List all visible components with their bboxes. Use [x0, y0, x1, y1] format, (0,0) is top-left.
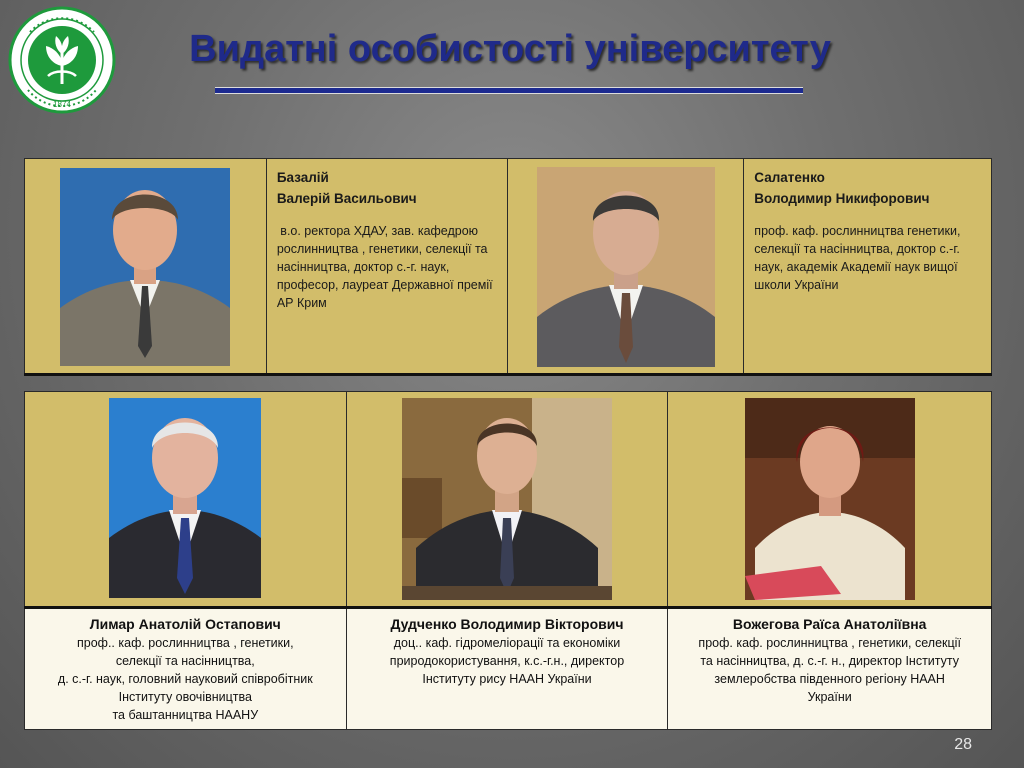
bio-line: Інституту овочівництва — [118, 690, 252, 705]
logo-year: 1874 — [53, 100, 71, 109]
photo-cell-bazaliy — [25, 159, 267, 375]
photo-cell-salatenko — [508, 159, 744, 375]
bio-line: природокористування, к.с.-г.н., директор — [389, 654, 625, 669]
bio-line: проф. каф. рослинництва , генетики, селекції — [698, 635, 961, 650]
portrait-lymar — [109, 398, 261, 598]
bio-line: землеробства південного регіону НААН — [714, 672, 945, 687]
surname: Салатенко — [754, 170, 825, 185]
caption-dudchenko — [346, 608, 668, 730]
slide-title: Видатні особистості університету — [189, 28, 831, 70]
photo-cell-lymar — [25, 392, 347, 608]
bio-line: України — [807, 690, 852, 705]
person-bio: в.о. ректора ХДАУ, зав. кафедрою рослинництва , генетики, селекції та насінництва, доктор с.-г. наук, професор, лауреат Державної премії АР Крим — [276, 223, 497, 311]
person-name: Вожегова Раїса Анатоліївна — [732, 616, 927, 632]
page-number: 28 — [954, 736, 972, 753]
top-people-table — [24, 158, 992, 376]
surname: Базалій — [276, 170, 329, 185]
portrait-salatenko — [537, 167, 715, 367]
photo-cell-dudchenko — [346, 392, 668, 608]
university-logo — [8, 6, 116, 114]
title-underline — [215, 88, 803, 93]
portrait-dudchenko — [402, 398, 612, 600]
person-bio — [31, 634, 340, 725]
bio-cell-bazaliy — [266, 159, 508, 375]
caption-vozhegova — [668, 608, 992, 730]
bio-line: та баштанництва НААНУ — [112, 708, 259, 723]
person-bio — [353, 634, 662, 688]
portrait-vozhegova — [745, 398, 915, 600]
person-name — [277, 168, 498, 210]
person-name: Дудченко Володимир Вікторович — [390, 616, 624, 632]
bio-line: та насінництва, д. с.-г. н., директор Інституту — [700, 654, 960, 669]
bio-line: проф.. каф. рослинництва , генетики, — [77, 635, 294, 650]
given-names: Валерій Васильович — [276, 190, 417, 206]
person-name — [754, 168, 981, 210]
photo-cell-vozhegova — [668, 392, 992, 608]
caption-lymar — [25, 608, 347, 730]
given-names: Володимир Никифорович — [754, 190, 930, 206]
bio-line: доц.. каф. гідромеліорації та економіки — [393, 635, 621, 650]
bio-line: д. с.-г. наук, головний науковий співробітник — [57, 672, 313, 687]
person-name: Лимар Анатолій Остапович — [89, 616, 281, 632]
person-bio — [674, 634, 985, 707]
bio-line: Інституту рису НААН України — [422, 672, 592, 687]
bio-cell-salatenko — [744, 159, 992, 375]
portrait-bazaliy — [60, 168, 230, 366]
person-bio: проф. каф. рослинництва генетики, селекції та насінництва, доктор с.-г. наук, академік Академії наук вищої школи України — [754, 223, 961, 293]
bio-line: селекції та насінництва, — [115, 654, 255, 669]
bottom-people-table — [24, 391, 992, 730]
